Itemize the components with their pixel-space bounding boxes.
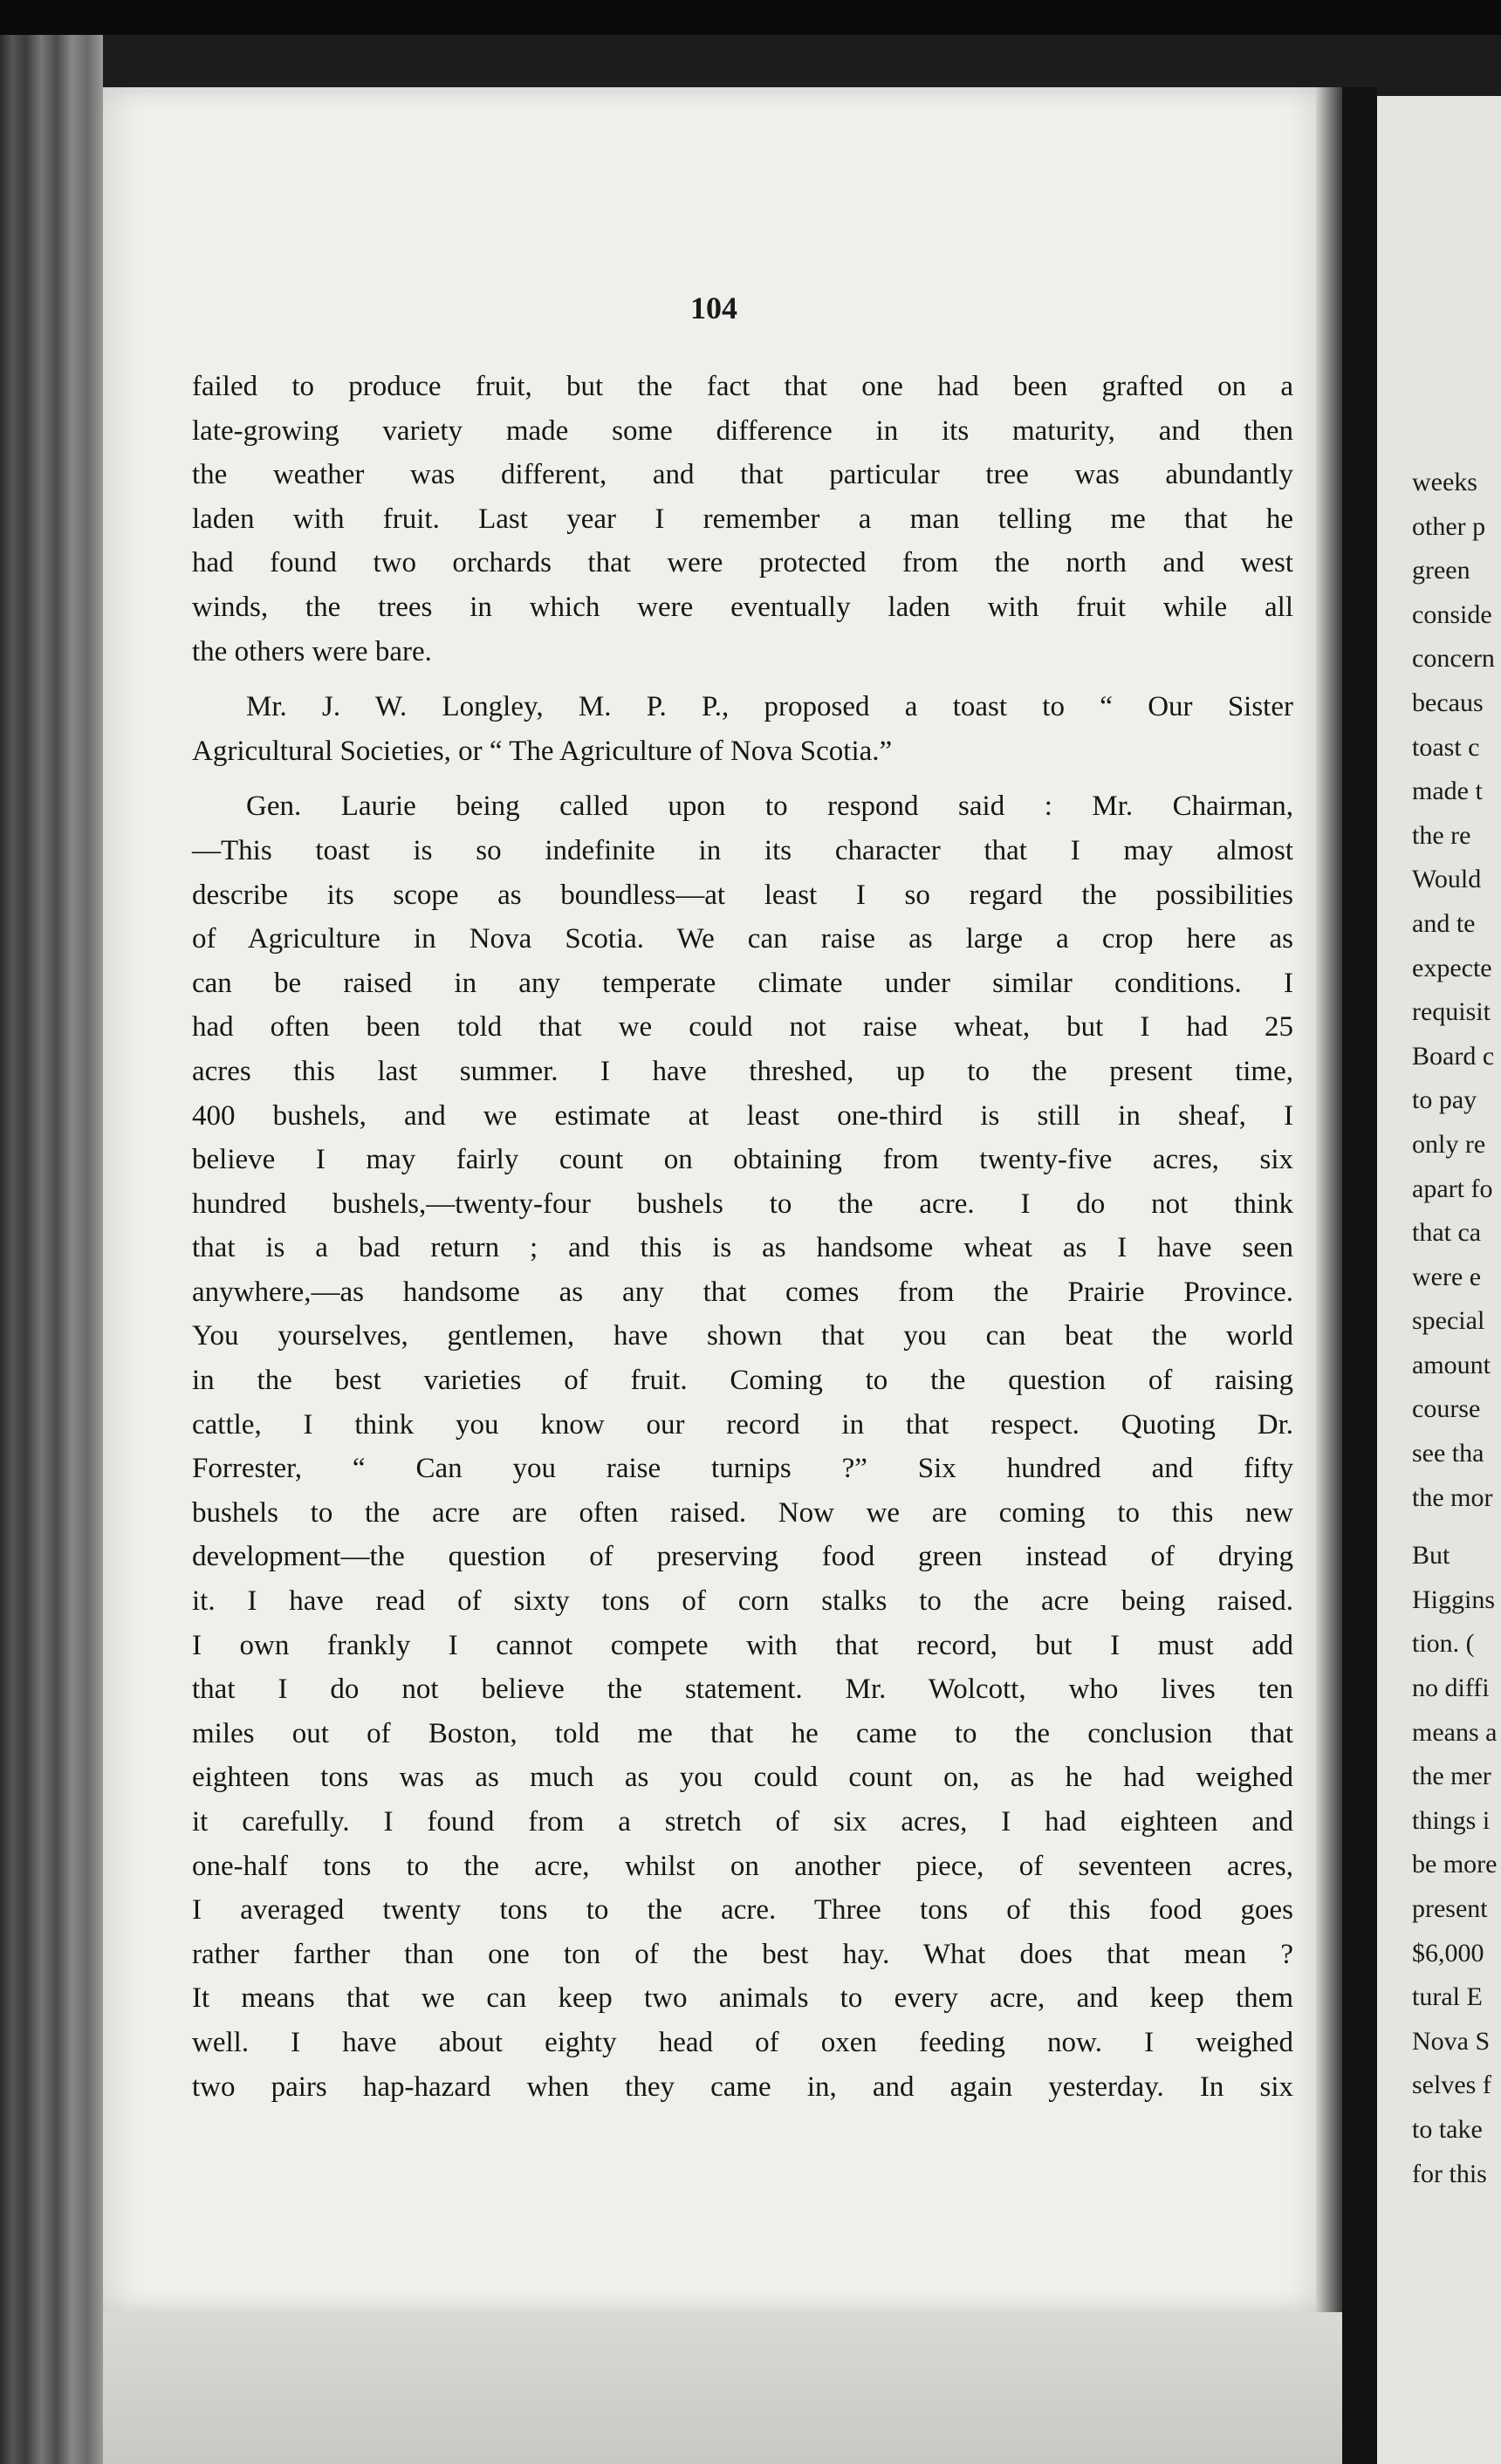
text-line: that I do not believe the statement. Mr. Wolcott, who lives ten [192, 1673, 1293, 1706]
facing-text-line: be more [1412, 1850, 1498, 1879]
facing-text-line: tural E [1412, 1982, 1483, 2012]
text-line: eighteen tons was as much as you could count on, as he had weighed [192, 1762, 1293, 1794]
facing-text-line: requisit [1412, 997, 1491, 1027]
facing-text-line: apart fo [1412, 1174, 1493, 1203]
facing-text-line: Would [1412, 865, 1482, 894]
facing-text-line: things i [1412, 1805, 1491, 1835]
facing-text-line: that ca [1412, 1218, 1482, 1248]
facing-text-line: only re [1412, 1129, 1486, 1159]
text-line: in the best varieties of fruit. Coming to the question of raising [192, 1365, 1293, 1397]
facing-text-line: no diffi [1412, 1673, 1490, 1703]
text-line: bushels to the acre are often raised. Now we are coming to this new [192, 1496, 1293, 1529]
facing-text-line: and te [1412, 908, 1476, 938]
text-line: I averaged twenty tons to the acre. Three tons of this food goes [192, 1894, 1293, 1927]
text-line: the weather was different, and that particular tree was abundantly [192, 459, 1293, 491]
facing-text-line: Nova S [1412, 2026, 1491, 2056]
text-line: the others were bare. [192, 635, 432, 667]
facing-text-line: means a [1412, 1717, 1498, 1747]
text-line: had often been told that we could not raise wheat, but I had 25 [192, 1011, 1293, 1044]
facing-text-line: conside [1412, 599, 1492, 629]
facing-text-line: see tha [1412, 1439, 1484, 1468]
facing-text-line: toast c [1412, 732, 1480, 762]
text-line: believe I may fairly count on obtaining from twenty-five acres, six [192, 1144, 1293, 1176]
facing-text-line: made t [1412, 777, 1483, 806]
scan-top-border [0, 0, 1501, 35]
text-line: It means that we can keep two animals to every acre, and keep them [192, 1982, 1293, 2015]
facing-text-line: course [1412, 1394, 1481, 1424]
text-line: —This toast is so indefinite in its character that I may almost [192, 834, 1293, 866]
text-line: Forrester, “ Can you raise turnips ?” Six hundred and fifty [192, 1453, 1293, 1485]
facing-text-line: But [1412, 1541, 1450, 1571]
book-spine [0, 35, 103, 2464]
facing-text-line: the mor [1412, 1482, 1493, 1512]
text-line: 400 bushels, and we estimate at least one-third is still in sheaf, I [192, 1099, 1293, 1132]
facing-text-line: for this [1412, 2159, 1487, 2188]
facing-text-line: amount [1412, 1350, 1491, 1379]
text-line: one-half tons to the acre, whilst on another piece, of seventeen acres, [192, 1850, 1293, 1882]
text-line: anywhere,—as handsome as any that comes from the Prairie Province. [192, 1276, 1293, 1308]
text-line: rather farther than one ton of the best hay. What does that mean ? [192, 1938, 1293, 1970]
facing-text-line: special [1412, 1306, 1485, 1336]
text-line: winds, the trees in which were eventually laden with fruit while all [192, 591, 1293, 623]
book-gutter [1342, 87, 1377, 2464]
page-number: 104 [690, 291, 737, 325]
text-line: can be raised in any temperate climate under similar conditions. I [192, 967, 1293, 999]
facing-text-line: becaus [1412, 688, 1484, 717]
text-line: it carefully. I found from a stretch of six acres, I had eighteen and [192, 1806, 1293, 1838]
facing-text-line: present [1412, 1894, 1488, 1923]
facing-text-line: Higgins [1412, 1584, 1496, 1614]
facing-text-line: concern [1412, 644, 1495, 674]
text-line: late-growing variety made some difference in its maturity, and then [192, 414, 1293, 447]
facing-text-line: the re [1412, 820, 1471, 850]
text-line: acres this last summer. I have threshed, up to the present time, [192, 1055, 1293, 1087]
text-line: of Agriculture in Nova Scotia. We can raise as large a crop here as [192, 923, 1293, 955]
text-line: Mr. J. W. Longley, M. P. P., proposed a toast to “ Our Sister [246, 691, 1293, 723]
facing-text-line: to pay [1412, 1085, 1477, 1115]
facing-text-line: Board c [1412, 1041, 1495, 1071]
facing-text-line: expecte [1412, 953, 1492, 982]
text-line: it. I have read of sixty tons of corn stalks to the acre being raised. [192, 1585, 1293, 1618]
text-line: failed to produce fruit, but the fact that one had been grafted on a [192, 371, 1293, 402]
facing-text-line: the mer [1412, 1762, 1491, 1791]
page-edge-shadow [1316, 87, 1342, 2312]
facing-text-line: selves f [1412, 2070, 1491, 2100]
text-line: describe its scope as boundless—at least I so regard the possibilities [192, 879, 1293, 911]
text-line: development—the question of preserving food green instead of drying [192, 1541, 1293, 1573]
paragraph-gap [192, 773, 1293, 784]
text-line: well. I have about eighty head of oxen feeding now. I weighed [192, 2026, 1293, 2058]
text-line: miles out of Boston, told me that he came to the conclusion that [192, 1717, 1293, 1749]
page-body-text [192, 365, 1293, 2109]
text-line: two pairs hap-hazard when they came in, and again yesterday. In six [192, 2070, 1293, 2103]
facing-page-text [1412, 461, 1497, 2196]
paragraph-gap [192, 674, 1293, 685]
facing-text-line: $6,000 [1412, 1938, 1484, 1968]
page-bottom-margin [103, 2312, 1342, 2464]
text-line: hundred bushels,—twenty-four bushels to the acre. I do not think [192, 1188, 1293, 1220]
facing-text-line: to take [1412, 2114, 1483, 2144]
text-line: You yourselves, gentlemen, have shown that you can beat the world [192, 1320, 1293, 1352]
text-line: I own frankly I cannot compete with that record, but I must add [192, 1629, 1293, 1661]
facing-text-line: other p [1412, 511, 1486, 541]
text-line: cattle, I think you know our record in that respect. Quoting Dr. [192, 1408, 1293, 1441]
text-line: Gen. Laurie being called upon to respond said : Mr. Chairman, [246, 791, 1293, 823]
text-line: that is a bad return ; and this is as handsome wheat as I have seen [192, 1232, 1293, 1264]
facing-text-line: tion. ( [1412, 1629, 1475, 1659]
facing-text-line: green [1412, 556, 1470, 585]
facing-page-fragment [1377, 96, 1501, 2464]
facing-text-line: were e [1412, 1262, 1482, 1291]
facing-text-line: weeks [1412, 468, 1477, 496]
text-line: Agricultural Societies, or “ The Agriculture of Nova Scotia.” [192, 735, 893, 767]
text-line: had found two orchards that were protected from the north and west [192, 547, 1293, 579]
text-line: laden with fruit. Last year I remember a man telling me that he [192, 503, 1293, 535]
